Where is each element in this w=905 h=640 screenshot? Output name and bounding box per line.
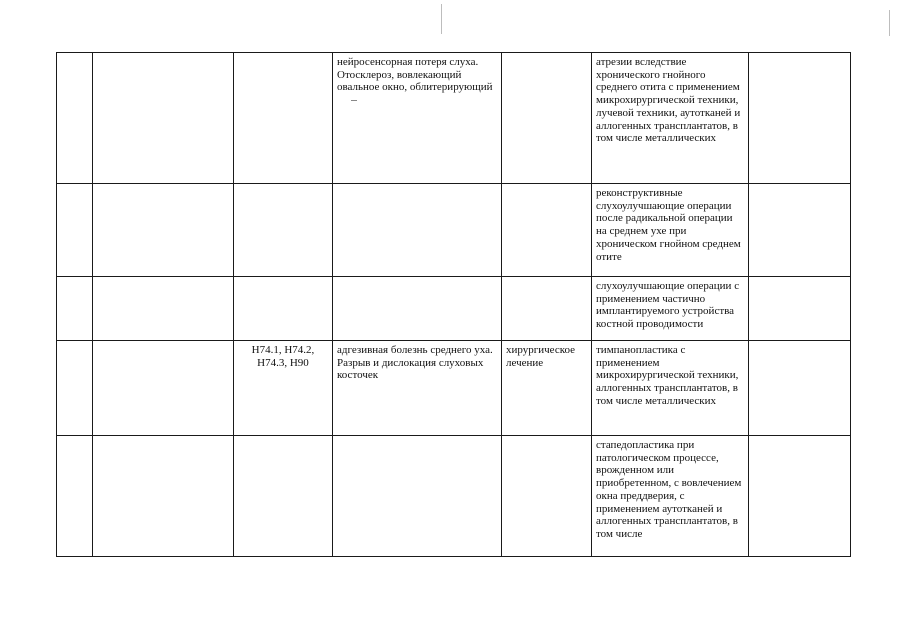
cell-number [57,277,93,341]
cell-diagnosis [333,184,502,277]
table-row [57,184,851,277]
cell-number [57,436,93,557]
cell-number [57,341,93,436]
cell-profile [93,341,234,436]
cell-method: стапедопластика при патологическом процессе, врожденном или приобретенном, с вовлечением окна преддверия, с применением аутотканей и аллогенных трансплантатов, в том числе [592,436,749,557]
cell-method: реконструктивные слухоулучшающие операции после радикальной операции на среднем ухе при хроническом гнойном среднем отите [592,184,749,277]
cell-cost [749,341,851,436]
scan-artifact [889,10,890,36]
table-row [57,53,851,184]
cell-profile [93,436,234,557]
scan-artifact [441,4,442,34]
cell-cost [749,436,851,557]
cell-icd-code: H74.1, H74.2, H74.3, H90 [234,341,333,436]
diagnosis-text: нейросенсорная потеря слуха. Отосклероз, вовлекающий овальное окно, облитерирующий [337,56,493,94]
cell-treatment [502,53,592,184]
cell-diagnosis: адгезивная болезнь среднего уха. Разрыв и дислокация слуховых косточек [333,341,502,436]
cell-treatment [502,184,592,277]
cell-icd-code [234,184,333,277]
cell-cost [749,277,851,341]
cell-treatment [502,436,592,557]
table-row [57,436,851,557]
cell-profile [93,277,234,341]
cell-profile [93,184,234,277]
scan-artifact [351,100,357,101]
cell-icd-code [234,436,333,557]
cell-number [57,53,93,184]
cell-treatment: хирургическое лечение [502,341,592,436]
cell-method: слухоулучшающие операции с применением частично имплантируемого устройства костной проводимости [592,277,749,341]
medical-care-table [56,52,851,557]
cell-number [57,184,93,277]
table-row [57,277,851,341]
cell-diagnosis [333,436,502,557]
cell-diagnosis [333,277,502,341]
cell-method: тимпанопластика с применением микрохирургической техники, аллогенных трансплантатов, в том числе металлических [592,341,749,436]
table-row [57,341,851,436]
cell-diagnosis [333,53,502,184]
cell-cost [749,53,851,184]
cell-cost [749,184,851,277]
cell-icd-code [234,53,333,184]
cell-treatment [502,277,592,341]
cell-method: атрезии вследствие хронического гнойного среднего отита с применением микрохирургической техники, лучевой техники, аутотканей и аллогенных трансплантатов, в том числе металлических [592,53,749,184]
cell-icd-code [234,277,333,341]
cell-profile [93,53,234,184]
